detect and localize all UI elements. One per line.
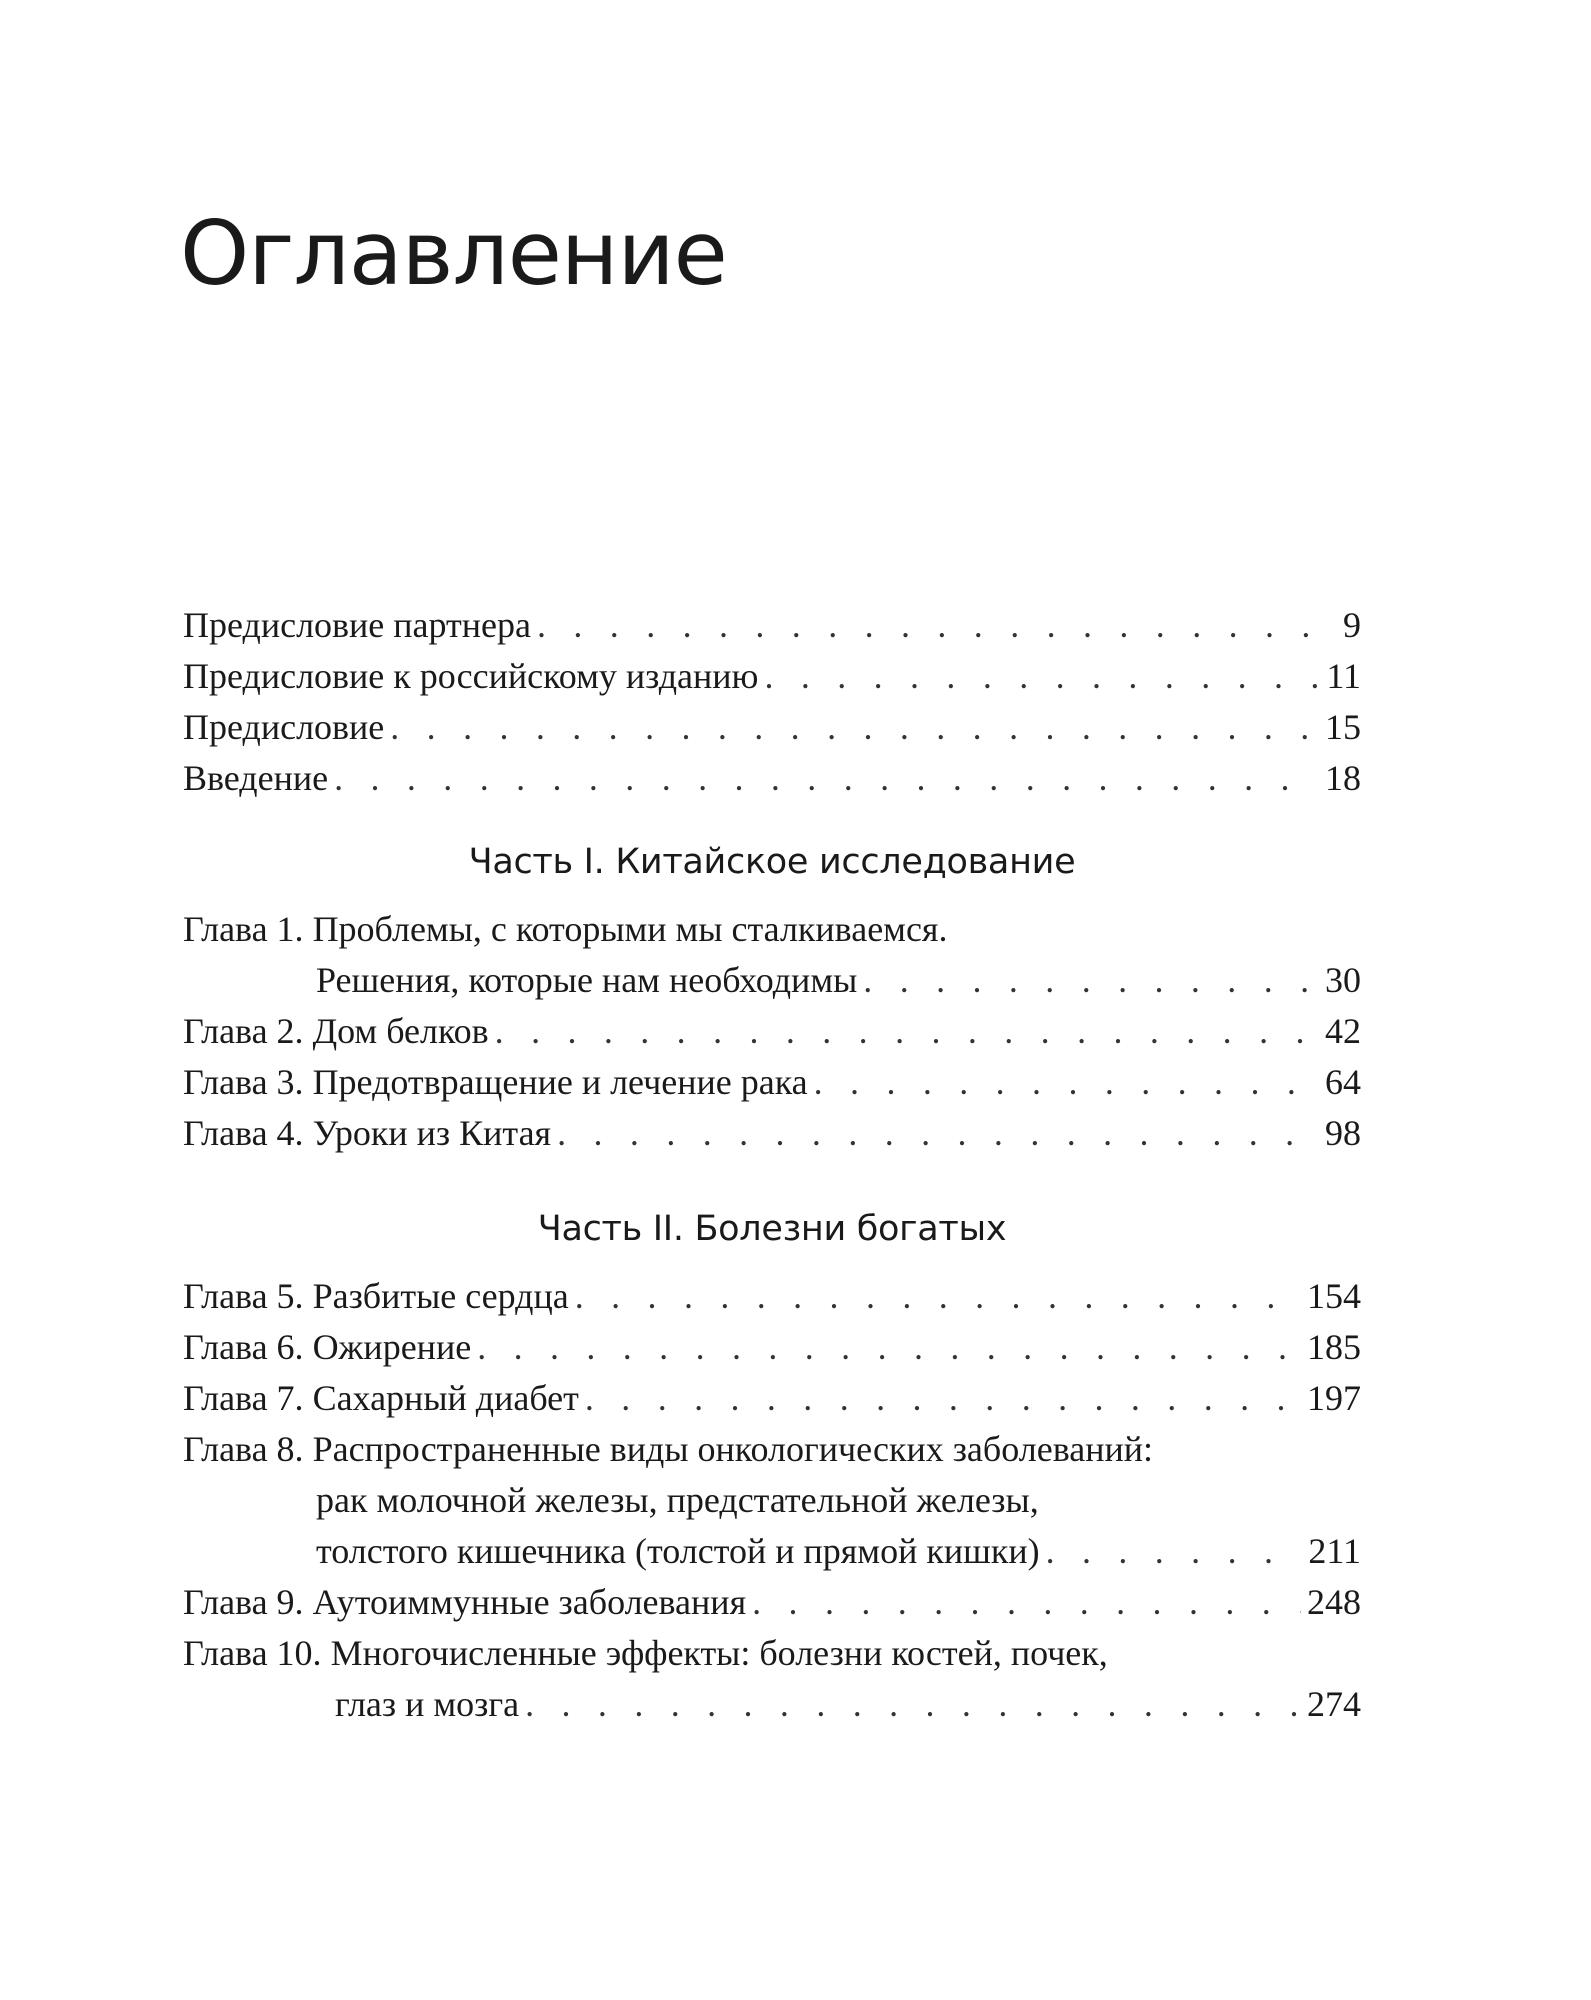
chapter-number: Глава 10. xyxy=(183,1633,322,1673)
toc-entry-label: Предисловие партнера xyxy=(183,605,531,645)
page-title: Оглавление xyxy=(180,202,727,305)
dot-leader xyxy=(814,1057,1319,1108)
chapter-number: Глава 9. xyxy=(183,1582,304,1622)
chapter-title-line: Предотвращение и лечение рака xyxy=(312,1062,808,1102)
toc-entry-chapter-1-cont[interactable] xyxy=(183,955,1361,1006)
chapter-number: Глава 1. xyxy=(183,909,304,949)
toc-entry-introduction[interactable] xyxy=(183,753,1361,804)
dot-leader xyxy=(334,753,1319,804)
chapter-title-line: Разбитые сердца xyxy=(312,1276,569,1316)
part-heading: Часть I. Китайское исследование xyxy=(468,842,1076,882)
toc-entry-chapter-10-cont[interactable] xyxy=(183,1679,1361,1730)
toc-page-number: 11 xyxy=(1326,656,1361,696)
toc-page-number: 248 xyxy=(1307,1582,1361,1622)
dot-leader xyxy=(863,955,1319,1006)
toc-page-number: 42 xyxy=(1325,1011,1361,1051)
part-heading: Часть II. Болезни богатых xyxy=(537,1209,1007,1249)
chapter-number: Глава 3. xyxy=(183,1062,304,1102)
toc-page-number: 15 xyxy=(1325,707,1361,747)
chapter-title-line: Ожирение xyxy=(312,1327,472,1367)
chapter-title-line: глаз и мозга xyxy=(335,1684,520,1724)
toc-entry-chapter-7[interactable] xyxy=(183,1373,1361,1424)
toc-entry-foreword-partner[interactable] xyxy=(183,600,1361,651)
chapter-number: Глава 7. xyxy=(183,1378,304,1418)
toc-entry-foreword[interactable] xyxy=(183,702,1361,753)
toc-page-number: 30 xyxy=(1325,960,1361,1000)
toc-entry-chapter-6[interactable] xyxy=(183,1322,1361,1373)
chapter-title-line: Сахарный диабет xyxy=(312,1378,579,1418)
toc-entry-label: Предисловие к российскому изданию xyxy=(183,656,759,696)
toc-page-number: 211 xyxy=(1308,1531,1361,1571)
toc-entry-chapter-8-cont[interactable] xyxy=(183,1526,1361,1577)
toc-page-number: 154 xyxy=(1307,1276,1361,1316)
chapter-title-line: Аутоиммунные заболевания xyxy=(312,1582,747,1622)
toc-page-number: 274 xyxy=(1307,1684,1361,1724)
toc-entry-foreword-russian[interactable] xyxy=(183,651,1361,702)
toc-page-number: 64 xyxy=(1325,1062,1361,1102)
chapter-title-line: толстого кишечника (толстой и прямой кишки) xyxy=(316,1531,1040,1571)
toc-page-number: 98 xyxy=(1325,1113,1361,1153)
dot-leader xyxy=(585,1373,1301,1424)
table-of-contents xyxy=(183,600,1361,1730)
toc-page-number: 197 xyxy=(1307,1378,1361,1418)
dot-leader xyxy=(575,1271,1301,1322)
dot-leader xyxy=(1046,1526,1303,1577)
chapter-title-line: рак молочной железы, предстательной железы, xyxy=(316,1480,1039,1520)
chapter-title-line: Проблемы, с которыми мы сталкиваемся. xyxy=(312,909,948,949)
chapter-number: Глава 8. xyxy=(183,1429,304,1469)
toc-entry-label: Введение xyxy=(183,758,329,798)
toc-entry-chapter-2[interactable] xyxy=(183,1006,1361,1057)
dot-leader xyxy=(477,1322,1301,1373)
dot-leader xyxy=(495,1006,1319,1057)
toc-entry-chapter-10[interactable] xyxy=(183,1628,1361,1679)
dot-leader xyxy=(764,651,1320,702)
toc-entry-chapter-9[interactable] xyxy=(183,1577,1361,1628)
chapter-title-line: Распространенные виды онкологических заболеваний: xyxy=(312,1429,1153,1469)
toc-entry-label: Предисловие xyxy=(183,707,385,747)
toc-page-number: 18 xyxy=(1325,758,1361,798)
dot-leader xyxy=(557,1108,1319,1159)
chapter-title-line: Решения, которые нам необходимы xyxy=(316,960,858,1000)
dot-leader xyxy=(537,600,1337,651)
chapter-title-line: Многочисленные эффекты: болезни костей, почек, xyxy=(330,1633,1108,1673)
toc-entry-chapter-8[interactable] xyxy=(183,1424,1361,1475)
toc-page-number: 185 xyxy=(1307,1327,1361,1367)
chapter-title-line: Уроки из Китая xyxy=(312,1113,552,1153)
toc-entry-chapter-1[interactable] xyxy=(183,904,1361,955)
chapter-number: Глава 6. xyxy=(183,1327,304,1367)
dot-leader xyxy=(525,1679,1301,1730)
dot-leader xyxy=(752,1577,1301,1628)
dot-leader xyxy=(390,702,1319,753)
chapter-number: Глава 2. xyxy=(183,1011,304,1051)
chapter-title-line: Дом белков xyxy=(312,1011,489,1051)
toc-entry-chapter-8-cont[interactable] xyxy=(183,1475,1361,1526)
toc-entry-chapter-5[interactable] xyxy=(183,1271,1361,1322)
toc-entry-chapter-3[interactable] xyxy=(183,1057,1361,1108)
chapter-number: Глава 5. xyxy=(183,1276,304,1316)
toc-page-number: 9 xyxy=(1343,605,1361,645)
toc-entry-chapter-4[interactable] xyxy=(183,1108,1361,1159)
chapter-number: Глава 4. xyxy=(183,1113,304,1153)
